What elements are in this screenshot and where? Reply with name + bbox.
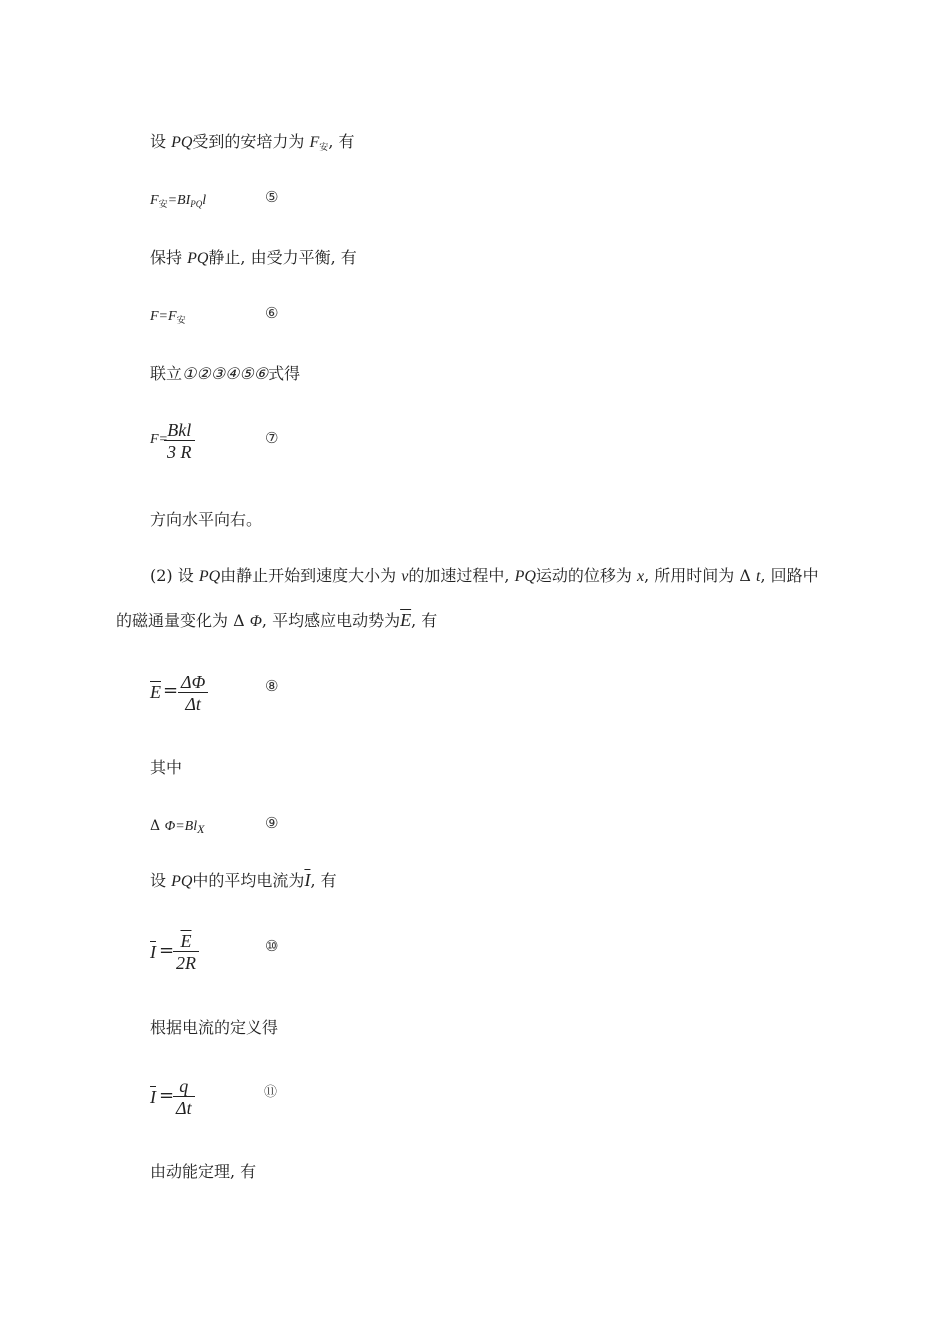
equation-9: Δ Φ=BlX xyxy=(150,818,205,836)
equation-7-lhs: F= xyxy=(150,432,168,447)
text-line-6: 的磁通量变化为 Δ Φ, 平均感应电动势为$\overline{E}$, 有 xyxy=(116,610,438,630)
text-line-2: 保持 PQ静止, 由受力平衡, 有 xyxy=(150,248,357,267)
text-line-4: 方向水平向右。 xyxy=(150,510,263,529)
equation-tag-10: ⑩ xyxy=(265,937,279,955)
equation-8-fraction: ΔΦ Δt xyxy=(178,672,208,715)
equation-10-fraction: $\overline{E}$ 2R xyxy=(173,931,199,974)
equation-11-fraction: q Δt xyxy=(173,1076,195,1119)
equation-10-equals: = xyxy=(159,940,175,961)
equation-8-equals: = xyxy=(163,680,179,701)
equation-6: $F=F_安$ xyxy=(150,309,186,326)
text-line-3: 联立①②③④⑤⑥式得 xyxy=(150,364,301,383)
equation-tag-9: ⑨ xyxy=(265,814,279,832)
equation-7-fraction: Bkl 3 R xyxy=(164,420,195,463)
equation-11-equals: = xyxy=(159,1085,175,1106)
text-line-1: 设 PQ受到的安培力为 $F_安$, 有 xyxy=(150,132,355,153)
equation-11-lhs: $\overline{I}$ xyxy=(150,1087,156,1107)
equation-10-lhs: $\overline{I}$ xyxy=(150,942,156,962)
equation-5: $F_安=BI_{PQ}l$ xyxy=(150,193,207,210)
text-line-7: 其中 xyxy=(150,758,183,777)
equation-tag-6: ⑥ xyxy=(265,304,279,322)
text-line-10: 由动能定理, 有 xyxy=(150,1162,257,1181)
equation-tag-8: ⑧ xyxy=(265,677,279,695)
equation-tag-7: ⑦ xyxy=(265,429,279,447)
text-line-8: 设 PQ中的平均电流为$\overline{I}$, 有 xyxy=(150,870,337,890)
equation-tag-5: ⑤ xyxy=(265,188,279,206)
text-line-9: 根据电流的定义得 xyxy=(150,1018,279,1037)
equation-tag-11: ⑪ xyxy=(264,1085,278,1100)
text-line-5: (2) 设 PQ由静止开始到速度大小为 v的加速过程中, PQ运动的位移为 x, 所用时间为 Δ t, 回路中 xyxy=(150,566,819,585)
equation-8-lhs: $\overline{E}$ xyxy=(150,682,161,702)
